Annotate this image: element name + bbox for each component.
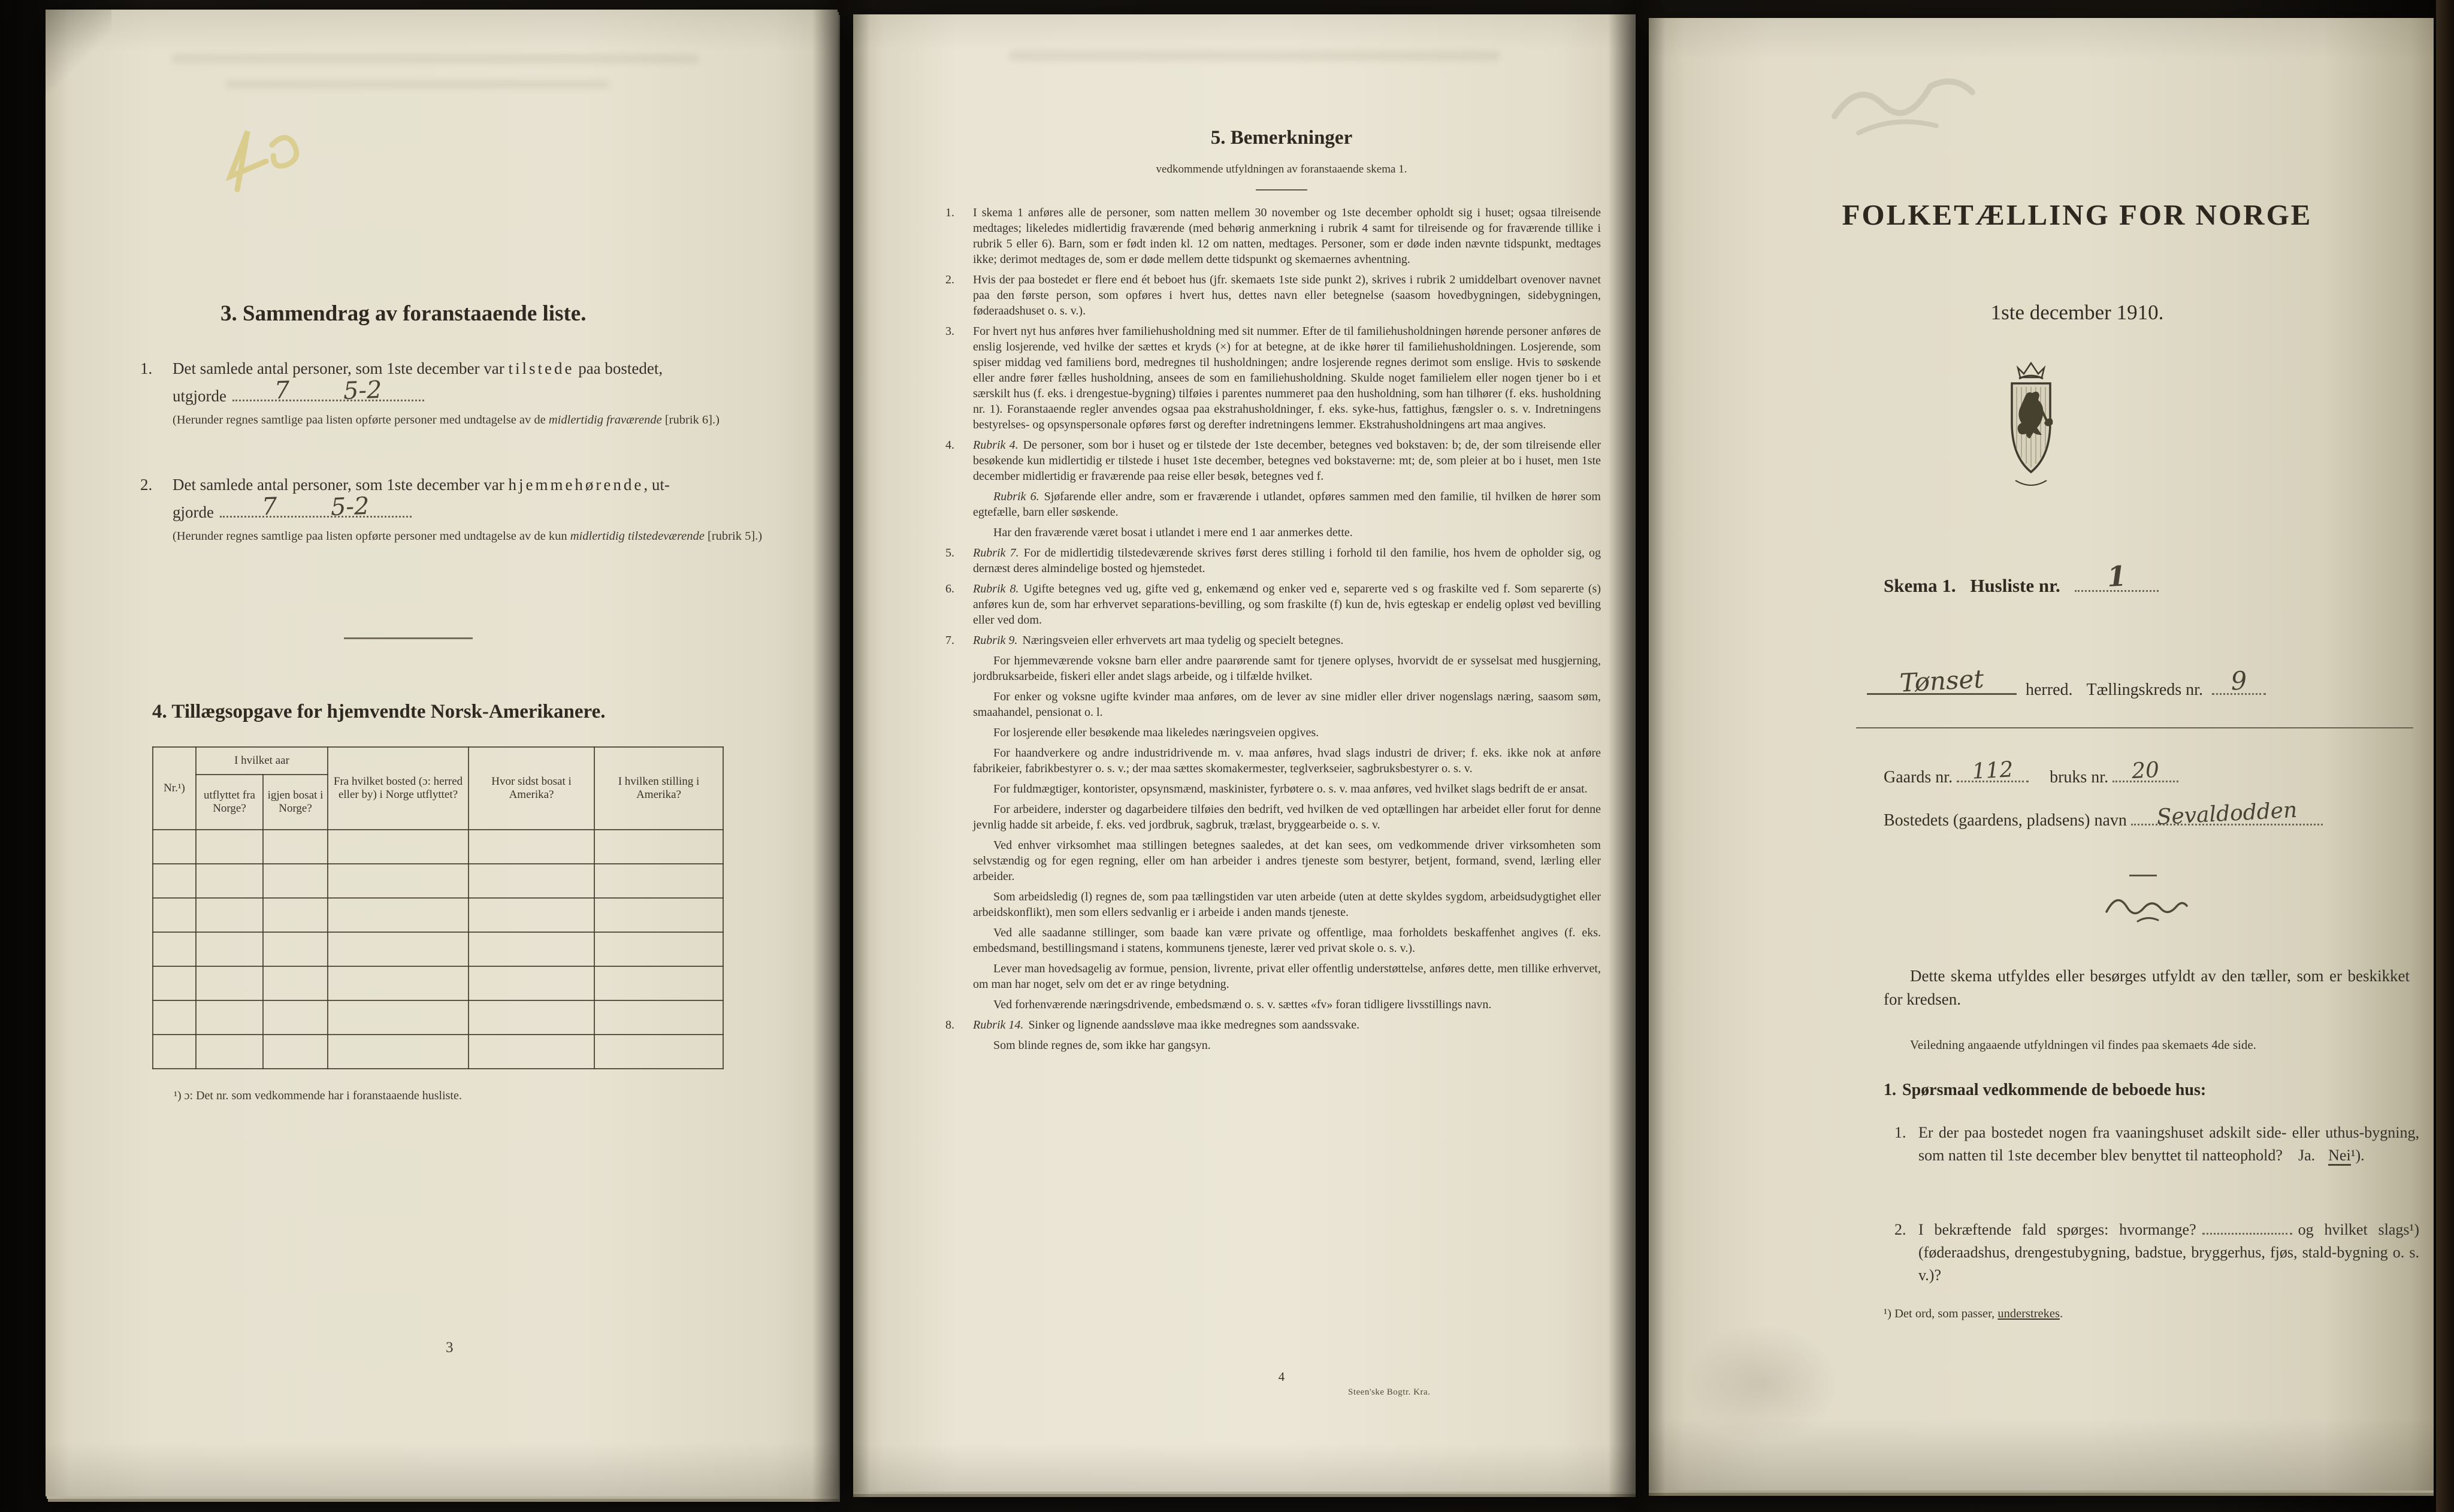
table-cell [153, 1000, 196, 1035]
remark-paragraph [973, 781, 1601, 797]
question-text: Er der paa bostedet nogen fra vaaningshuset adskilt side- eller uthus-bygning, som natten til 1ste december blev benyttet til natteophold? [1918, 1124, 2419, 1164]
handwritten-count: 7 [261, 492, 278, 521]
writing-line [1856, 727, 2413, 728]
table-cell [328, 864, 469, 898]
handwritten-herred-name: Tønset [1899, 664, 1985, 698]
husliste-label: Husliste nr. [1970, 575, 2060, 596]
item-footnote [173, 412, 772, 428]
paragraph-text: Som arbeidsledig (l) regnes de, som paa tællingstiden var uten arbeide (uten at dette skyldes sygdom, arbeidsudygtighet eller arbeidskonflikt), men som ellers sedvanlig er i arbeide i anden mands tjeneste. [973, 890, 1601, 919]
table-cell [328, 966, 469, 1000]
paragraph-text: Ved forhenværende næringsdrivende, embedsmænd o. s. v. sættes «fv» foran tidligere livsstillings navn. [993, 998, 1492, 1011]
item-text: Det samlede antal personer, som 1ste december var [173, 359, 509, 377]
rubrik-label: Rubrik 9. [973, 634, 1018, 647]
remark-paragraph [973, 525, 1601, 540]
handwritten-flourish [2102, 888, 2192, 930]
handwritten-count: 5-2 [343, 376, 383, 406]
table-cell [196, 1035, 263, 1069]
item-text: Det samlede antal personer, som 1ste december var [173, 476, 509, 494]
table-cell [263, 1000, 328, 1035]
paragraph-number: 1. [945, 206, 954, 219]
col-header-year-out: utflyttet fra Norge? [196, 775, 263, 830]
question-text: (føderaadshus, drengestubygning, badstue, bryggerhus, fjøs, stald-bygning o. s. v.)? [1918, 1244, 2419, 1284]
footnote-marker: ¹). [2350, 1147, 2365, 1164]
paragraph-text: Som blinde regnes de, som ikke har gangsyn. [993, 1039, 1211, 1052]
table-cell [594, 932, 723, 966]
table-cell [469, 864, 594, 898]
table-cell [196, 830, 263, 864]
page-corner-shadow [46, 10, 111, 93]
handwritten-bosted-name: Sevaldodden [2156, 797, 2298, 830]
table-cell [328, 1035, 469, 1069]
table-cell [263, 1035, 328, 1069]
rubrik-label: Rubrik 6. [993, 490, 1039, 503]
paragraph-text: For hjemmeværende voksne barn eller andre paarørende samt for tjenere oplyses, hvorvidt de er sysselsat med husgjerning, jordbruksarbeide, fiskeri eller andet slags arbeide, og i tilfælde hvilket. [973, 654, 1601, 683]
bosted-row [1884, 797, 2323, 830]
filling-instruction: Dette skema utfyldes eller besørges utfyldt av den tæller, som er beskikket for kredsen. [1884, 967, 2410, 1008]
remark-paragraph [945, 205, 1601, 267]
table-row [153, 864, 723, 898]
remark-paragraph [973, 802, 1601, 833]
census-subtitle: 1ste december 1910. [1990, 301, 2164, 324]
paragraph-text: De personer, som bor i huset og er tilstede der 1ste december, betegnes ved bokstaven: b; de, der som tilreisende eller besøkende kun midlertidig er tilstede i huset 1ste december, betegnes ved bokstaverne: mt; de, som pleier at bo i huset, men 1ste december midlertidig er fraværende paa reise eller besøk, betegnes ved f. [973, 439, 1601, 483]
handwritten-bruk-number: 20 [2131, 757, 2160, 784]
item-text: paa bostedet, [574, 359, 663, 377]
table-cell [469, 932, 594, 966]
table-row [153, 966, 723, 1000]
remark-paragraph [945, 1017, 1601, 1033]
table-row [153, 1035, 723, 1069]
table-cell [594, 966, 723, 1000]
item-body [173, 472, 763, 544]
answer-nei-underlined: Nei [2328, 1147, 2351, 1166]
divider-line [344, 637, 473, 639]
norsk-amerikanere-table [152, 746, 724, 1069]
remark-paragraph [945, 437, 1601, 484]
paragraph-number: 5. [945, 546, 954, 560]
herred-label: herred. [2026, 681, 2073, 699]
item-body [173, 356, 758, 428]
paragraph-text: Har den fraværende været bosat i utlandet i mere end 1 aar anmerkes dette. [993, 526, 1353, 539]
remarks-subheading: vedkommende utfyldningen av foranstaaende skema 1. [1156, 163, 1407, 176]
question-1 [1894, 1121, 2419, 1167]
table-cell [153, 1035, 196, 1069]
question-2 [1894, 1218, 2419, 1287]
table-cell [263, 830, 328, 864]
table-cell [469, 966, 594, 1000]
answer-ja: Ja. [2298, 1147, 2316, 1164]
remark-paragraph [973, 653, 1601, 684]
col-header-year-group: I hvilket aar [196, 747, 328, 775]
question-text: I bekræftende fald spørges: hvormange? [1918, 1221, 2196, 1238]
note-italic: midlertidig tilstedeværende [570, 530, 705, 543]
handwritten-count: 7 [274, 376, 291, 405]
remark-paragraph [973, 889, 1601, 920]
item-label: utgjorde [173, 387, 226, 405]
table-footnote: ¹) ɔ: Det nr. som vedkommende har i foranstaaende husliste. [174, 1089, 462, 1102]
table-cell [263, 966, 328, 1000]
handwritten-kreds-number: 9 [2230, 666, 2248, 696]
paragraph-text: Ved alle saadanne stillinger, som baade kan være private og offentlige, maa forholdets beskaffenhet angives (f. eks. embedsmand, bestillingsmand i statens, kommunens tjeneste, lærer ved privat skole o. s. v.). [973, 926, 1601, 955]
footnote-text: ¹) Det ord, som passer, [1884, 1307, 1998, 1320]
question-text: og hvilket slags¹) [2298, 1221, 2419, 1238]
table-cell [328, 932, 469, 966]
table-cell [153, 864, 196, 898]
table-cell [196, 864, 263, 898]
handwritten-count: 5-2 [330, 492, 370, 522]
remark-paragraph [973, 961, 1601, 992]
summary-item-2 [135, 472, 763, 544]
remark-paragraph [945, 545, 1601, 576]
table-cell [469, 898, 594, 932]
remark-paragraph [945, 633, 1601, 648]
table-cell [594, 1035, 723, 1069]
coat-of-arms [1995, 357, 2067, 507]
page-number: 3 [446, 1339, 454, 1356]
skema-header-row [1884, 560, 2159, 597]
paragraph-text: Ved enhver virksomhet maa stillingen betegnes saaledes, at det kan sees, om vedkommende driver virksomheten som selvstændig og for egen regning, eller om han arbeider i andres tjeneste som bestyrer, betjent, formand, svend, lærling eller arbeider. [973, 839, 1601, 883]
table-cell [594, 1000, 723, 1035]
kreds-number-blank [2212, 666, 2266, 696]
bruk-label: bruks nr. [2050, 768, 2109, 787]
remark-paragraph [945, 323, 1601, 433]
answer-blank [232, 376, 424, 406]
rubrik-label: Rubrik 14. [973, 1018, 1024, 1032]
bruk-number-blank [2113, 757, 2178, 784]
paragraph-text: Hvis der paa bostedet er flere end ét beboet hus (jfr. skemaets 1ste side punkt 2), skrives i rubrik 2 umiddelbart ovenover navnet paa den første person, som opføres i hvert hus, dettes navn eller betegnelse (saasom hovedbygningen, sidebygningen, føderaadshuset o. s. v.). [973, 273, 1601, 317]
table-cell [153, 830, 196, 864]
ink-bleed-through [1009, 50, 1500, 61]
table-cell [196, 1000, 263, 1035]
item-number: 2. [140, 476, 153, 494]
table-cell [594, 864, 723, 898]
skema-label: Skema 1. [1884, 575, 1956, 596]
herred-name-blank [1867, 664, 2017, 698]
herred-row [1867, 664, 2430, 700]
col-header-position: I hvilken stilling i Amerika? [594, 747, 723, 830]
paragraph-text: For fuldmægtiger, kontorister, opsynsmænd, maskinister, fyrbøtere o. s. v. maa anføres, ved hvilket slags bedrift de er ansat. [993, 782, 1588, 796]
handwritten-husliste-number: 1 [2106, 560, 2127, 593]
item-label: gjorde [173, 503, 214, 521]
remarks-text-column [945, 205, 1601, 1058]
paper-stain [1685, 1324, 1840, 1444]
summary-item-1 [135, 356, 758, 428]
item-footnote [173, 528, 772, 544]
paragraph-text: Sjøfarende eller andre, som er fraværende i utlandet, opføres sammen med den familie, til hvilken de hører som egtefælle, barn eller søskende. [973, 490, 1601, 519]
handwritten-gaard-number: 112 [1971, 757, 2014, 784]
table-cell [263, 898, 328, 932]
table-cell [196, 898, 263, 932]
printer-mark: Steen'ske Bogtr. Kra. [1348, 1387, 1431, 1397]
item-text: , ut- [643, 476, 670, 494]
section3-heading: 3. Sammendrag av foranstaaende liste. [220, 301, 587, 326]
bosted-name-blank [2131, 797, 2323, 830]
table-cell [153, 932, 196, 966]
table-row [153, 1000, 723, 1035]
paragraph-number: 8. [945, 1018, 954, 1032]
item-text-emphasis: tilstede [508, 359, 575, 377]
note-text: (Herunder regnes samtlige paa listen opførte personer med undtagelse av de [173, 413, 549, 427]
rubrik-label: Rubrik 8. [973, 582, 1019, 595]
table-cell [263, 864, 328, 898]
paragraph-text: For de midlertidig tilstedeværende skrives først deres stilling i forhold til den familie, hos hvem de opholder sig, og dernæst deres almindelige bosted og hjemstedet. [973, 546, 1601, 575]
rubrik-label: Rubrik 4. [973, 439, 1019, 452]
col-header-from: Fra hvilket bosted (ɔ: herred eller by) i Norge utflyttet? [328, 747, 469, 830]
table-cell [594, 898, 723, 932]
paragraph-number: 3. [945, 325, 954, 338]
paragraph-text: For arbeidere, inderster og dagarbeidere tilføies den bedrift, ved hvilken de ved optællingen har arbeidet eller forut for denne jevnlig hadde sit arbeide, f. eks. ved jordbruk, sagbruk, trælast, bryggearbeide o. s. v. [973, 803, 1601, 831]
col-header-last-residence: Hvor sidst bosat i Amerika? [469, 747, 594, 830]
remarks-heading: 5. Bemerkninger [1210, 127, 1353, 149]
table-cell [196, 932, 263, 966]
col-header-nr: Nr.¹) [153, 747, 196, 830]
husliste-number-blank [2075, 560, 2159, 593]
table-cell [328, 898, 469, 932]
item-text-emphasis: hjemmehørende [508, 476, 644, 494]
answer-blank [220, 492, 412, 522]
questions-heading-number: 1. [1884, 1081, 1896, 1099]
table-cell [263, 932, 328, 966]
tellingskreds-label: Tællingskreds nr. [2086, 681, 2203, 699]
gaard-label: Gaards nr. [1884, 768, 1953, 787]
ink-bleed-through [225, 80, 609, 89]
table-cell [328, 1000, 469, 1035]
remark-paragraph [973, 997, 1601, 1012]
page-right [1649, 18, 2434, 1490]
table-cell [328, 830, 469, 864]
note-text: (Herunder regnes samtlige paa listen opførte personer med undtagelse av de kun [173, 530, 570, 543]
questions-heading [1884, 1081, 2206, 1100]
paragraph-number: 7. [945, 634, 954, 647]
table-cell [469, 1000, 594, 1035]
table-cell [594, 830, 723, 864]
remark-paragraph [973, 745, 1601, 776]
paragraph-number: 6. [945, 582, 954, 595]
paragraph-number: 4. [945, 439, 954, 452]
questions-heading-text: Spørsmaal vedkommende de beboede hus: [1902, 1081, 2207, 1099]
remark-paragraph [973, 689, 1601, 720]
remark-paragraph [945, 272, 1601, 319]
remark-paragraph [973, 725, 1601, 740]
guidance-note: Veiledning angaaende utfyldningen vil findes paa skemaets 4de side. [1910, 1038, 2256, 1052]
col-header-year-back: igjen bosat i Norge? [263, 775, 328, 830]
paragraph-text: For enker og voksne ugifte kvinder maa anføres, om de lever av sine midler eller driver nogenslags næring, saasom søm, smaahandel, pensionat o. l. [973, 690, 1601, 719]
footnote-underlined-word: understrekes [1997, 1307, 2060, 1320]
section4-heading: 4. Tillægsopgave for hjemvendte Norsk-Amerikanere. [152, 701, 606, 722]
paragraph-text: For hvert nyt hus anføres hver familiehusholdning med sit nummer. Efter de til familiehusholdningen hørende personer anføres de enslig losjerende, ved hvilke der sættes et kryds (×) for at betegne, at de ikke hører til familiehusholdningen. Losjerende, som spiser middag ved familiens bord, medregnes til husholdningen; andre losjerende regnes derimot som enslige. Hvis to søskende eller andre fører fælles husholdning, ansees de som en familiehusholdning. Skulde noget familielem eller nogen tjener bo i et særskilt hus (f. eks. i drengestue-bygning) tilføies i parentes nummeret paa den husholdning, som han tilhører (f. eks. husholdning nr. 1). Foranstaaende regler anvendes ogsaa paa ekstrahusholdninger, f. eks. syke-hus, fattighus, fængsler o. s. v. Indretningens bestyrelses- og opsynspersonale opføres først og derefter indretningens lemmer. Ekstrahusholdningens art maa angives. [973, 325, 1601, 431]
table-cell [153, 966, 196, 1000]
note-italic: midlertidig fraværende [548, 413, 662, 427]
remark-paragraph [973, 489, 1601, 520]
paragraph-text: Sinker og lignende aandssløve maa ikke medregnes som aandssvake. [1028, 1018, 1360, 1032]
ink-bleed-through [171, 54, 699, 63]
gaard-row [1884, 757, 2178, 787]
page-footnote [1884, 1307, 2063, 1321]
gaard-number-blank [1957, 757, 2029, 784]
remark-paragraph [945, 581, 1601, 628]
table-cell [153, 898, 196, 932]
paragraph-text: For haandverkere og andre industridrivende m. v. maa anføres, hvad slags industri de driver; f. eks. ikke nok at anføre fabrikeier, fabrikbestyrer o. s. v.; der maa sættes skomakermester, teglverkseier, sagbruksbestyrer o. s. v. [973, 746, 1601, 775]
table-row [153, 932, 723, 966]
table-row [153, 898, 723, 932]
table-cell [469, 830, 594, 864]
note-text: [rubrik 5].) [704, 530, 763, 543]
remark-paragraph [973, 1038, 1601, 1053]
page-middle [853, 14, 1636, 1492]
book-cover-edge [2436, 0, 2454, 1512]
remark-paragraph [973, 925, 1601, 956]
table-cell [196, 966, 263, 1000]
paragraph-text: Lever man hovedsagelig av formue, pension, livrente, privat eller offentlig understøttelse, anføres dette, men tillike erhvervet, om man har noget, selv om det er av ringe betydning. [973, 962, 1601, 991]
item-number: 1. [140, 359, 153, 377]
bosted-label: Bostedets (gaardens, pladsens) navn [1884, 811, 2127, 830]
paragraph-text: Ugifte betegnes ved ug, gifte ved g, enkemænd og enker ved e, separerte ved s og fraskilte ved f. Som separerte (s) anføres kun de, som har erhvervet separations-bevilling, og som fraskilte (f) kun de, hvis egteskap er endelig opløst ved bevilling eller ved dom. [973, 582, 1601, 627]
ghost-handwriting-mark [1829, 44, 2020, 146]
question-number: 2. [1894, 1221, 1906, 1238]
page-left [46, 10, 838, 1496]
rubrik-label: Rubrik 7. [973, 546, 1019, 560]
yellow-pencil-mark [203, 99, 326, 223]
census-title: FOLKETÆLLING FOR NORGE [1842, 198, 2313, 231]
table-cell [469, 1035, 594, 1069]
footnote-text: . [2059, 1307, 2063, 1320]
paragraph-text: I skema 1 anføres alle de personer, som natten mellem 30 november og 1ste december opholdt sig i huset; ogsaa tilreisende medtages; likeledes midlertidig fraværende (med behørig anmerkning i rubrik 4 samt for tilreisende og for fraværende tillike i rubrik 5 eller 6). Barn, som er født inden kl. 12 om natten, medtages. Personer, som er døde inden nævnte tidspunkt, medtages ikke; derimot medtages de, som er døde mellem dette tidspunkt og skemaernes avhentning. [973, 206, 1601, 266]
divider-line [1256, 189, 1307, 190]
paragraph-number: 2. [945, 273, 954, 286]
handwritten-dash-mark [2129, 875, 2157, 876]
page-number: 4 [1278, 1369, 1285, 1384]
note-text: [rubrik 6].) [661, 413, 720, 427]
table-row [153, 830, 723, 864]
remark-paragraph [973, 837, 1601, 884]
paragraph-text: Næringsveien eller erhvervets art maa tydelig og specielt betegnes. [1022, 634, 1344, 647]
paragraph-text: For losjerende eller besøkende maa likeledes næringsveien opgives. [993, 726, 1319, 739]
answer-blank [2202, 1221, 2292, 1235]
question-number: 1. [1894, 1124, 1906, 1141]
